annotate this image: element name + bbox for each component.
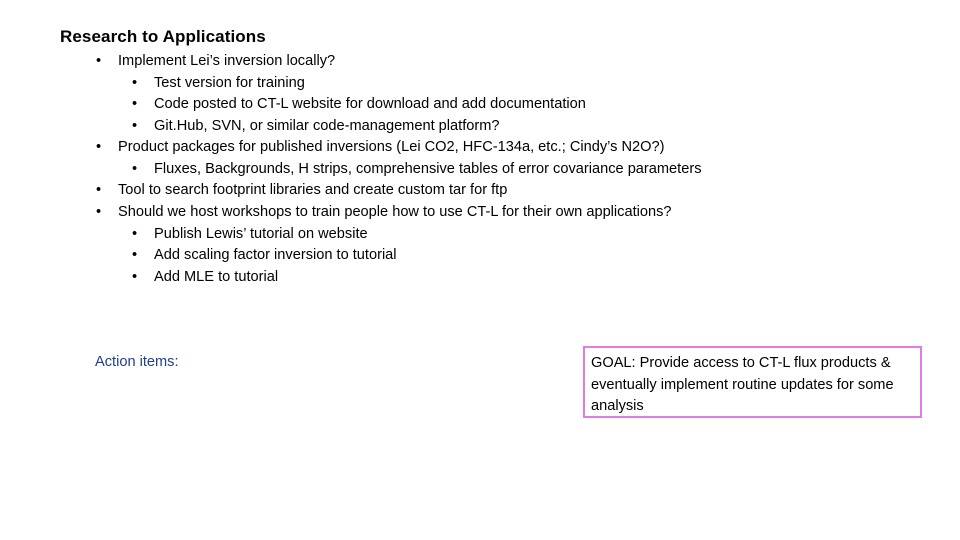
sub-bullet-text: Add scaling factor inversion to tutorial xyxy=(154,247,397,263)
sub-bullet-text: Fluxes, Backgrounds, H strips, comprehensive tables of error covariance parameters xyxy=(154,161,702,177)
bullet-dot: • xyxy=(132,226,138,242)
bullet-dot: • xyxy=(96,139,102,155)
bullet-dot: • xyxy=(132,247,138,263)
goal-box xyxy=(583,346,922,418)
bullet-dot: • xyxy=(132,75,138,91)
sub-bullet-text: Add MLE to tutorial xyxy=(154,269,279,285)
bullet-dot: • xyxy=(96,53,102,69)
sub-bullet-text: Code posted to CT-L website for download and add documentation xyxy=(154,96,586,112)
sub-bullet-text: Publish Lewis’ tutorial on website xyxy=(154,226,368,242)
bullet-dot: • xyxy=(132,269,138,285)
slide-title: Research to Applications xyxy=(60,27,266,46)
bullet-dot: • xyxy=(132,161,138,177)
bullet-dot: • xyxy=(132,96,138,112)
bullet-dot: • xyxy=(96,204,102,220)
sub-bullet-text: Test version for training xyxy=(154,75,305,91)
bullet-text: Should we host workshops to train people how to use CT-L for their own applications? xyxy=(118,204,672,220)
bullet-text: Implement Lei’s inversion locally? xyxy=(118,53,336,69)
bullet-dot: • xyxy=(132,118,138,134)
bullet-dot: • xyxy=(96,182,102,198)
bullet-text: Product packages for published inversions (Lei CO2, HFC-134a, etc.; Cindy’s N2O?) xyxy=(118,139,665,155)
bullet-text: Tool to search footprint libraries and create custom tar for ftp xyxy=(118,182,508,198)
action-items-label: Action items: xyxy=(95,354,179,370)
goal-text: GOAL: Provide access to CT-L flux products & eventually implement routine updates for some analysis xyxy=(591,355,894,414)
sub-bullet-text: Git.Hub, SVN, or similar code-management platform? xyxy=(154,118,500,134)
